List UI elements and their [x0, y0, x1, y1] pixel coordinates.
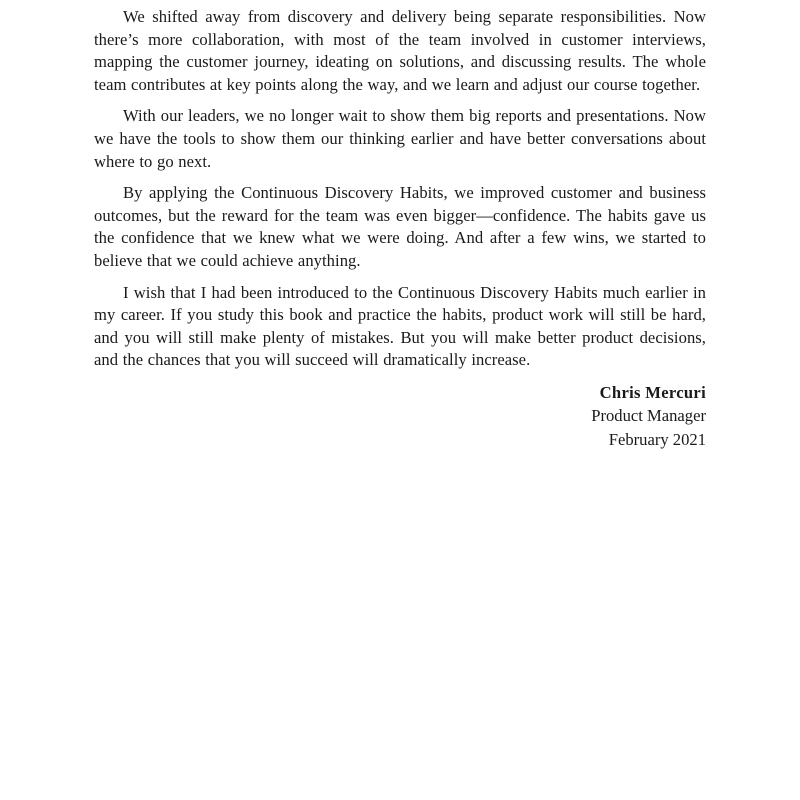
signature-role: Product Manager [591, 406, 706, 426]
signature-date: February 2021 [608, 429, 706, 449]
paragraph-3: By applying the Continuous Discovery Habits, we improved customer and business outcomes, but the reward for the team was even bigger—confidence. The habits gave us the confidence that we knew what we were doing. And after a few wins, we started to believe that we could achieve anything. [94, 183, 706, 270]
paragraph-4: I wish that I had been introduced to the Continuous Discovery Habits much earlier in my career. If you study this book and practice the habits, product work will still be hard, and you will still make plenty of mistakes. But you will make better product decisions, and the chances that you will succeed will dramatically increase. [94, 282, 706, 370]
text-block [94, 6, 706, 451]
paragraph-2: With our leaders, we no longer wait to show them big reports and presentations. Now we have the tools to show them our thinking earlier and have better conversations about where to go next. [94, 106, 706, 171]
signature-block [94, 381, 706, 452]
signature-name: Chris Mercuri [599, 382, 706, 402]
paragraph-1: We shifted away from discovery and delivery being separate responsibilities. Now there’s more collaboration, with most of the team involved in customer interviews, mapping the customer journey, ideating on solutions, and discussing results. The whole team contributes at key points along the way, and we learn and adjust our course together. [94, 7, 706, 94]
